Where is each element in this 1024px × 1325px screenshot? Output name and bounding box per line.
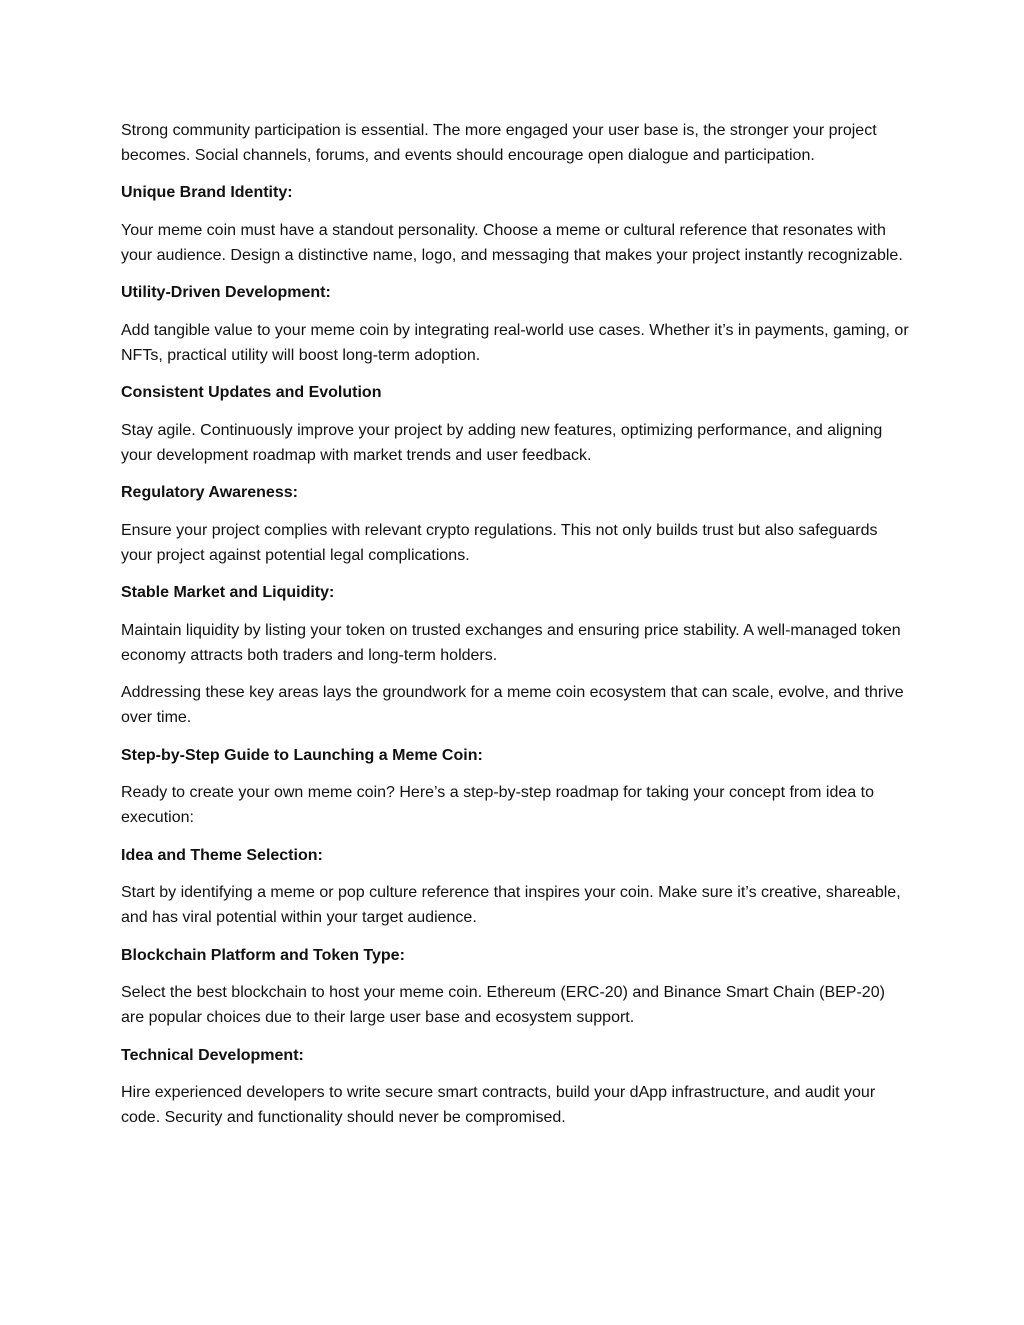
section-heading-utility: Utility-Driven Development: xyxy=(121,284,331,302)
brand-identity-paragraph: Your meme coin must have a standout personality. Choose a meme or cultural reference that resonates with your audience. Design a distinctive name, logo, and messaging that makes your project instantly recognizable. xyxy=(121,221,903,264)
section-heading-updates: Consistent Updates and Evolution xyxy=(121,384,382,402)
section-heading-launch-guide: Step-by-Step Guide to Launching a Meme Coin: xyxy=(121,746,483,764)
section-heading-blockchain: Blockchain Platform and Token Type: xyxy=(121,946,405,964)
regulatory-paragraph: Ensure your project complies with relevant crypto regulations. This not only builds trust but also safeguards your project against potential legal complications. xyxy=(121,521,878,564)
summary-paragraph: Addressing these key areas lays the groundwork for a meme coin ecosystem that can scale, evolve, and thrive over time. xyxy=(121,684,904,727)
blockchain-paragraph: Select the best blockchain to host your meme coin. Ethereum (ERC-20) and Binance Smart Chain (BEP-20) are popular choices due to their large user base and ecosystem support. xyxy=(121,984,885,1027)
intro-paragraph: Strong community participation is essential. The more engaged your user base is, the stronger your project becomes. Social channels, forums, and events should encourage open dialogue and participation. xyxy=(121,122,877,164)
section-heading-idea-theme: Idea and Theme Selection: xyxy=(121,846,323,864)
utility-paragraph: Add tangible value to your meme coin by integrating real-world use cases. Whether it’s in payments, gaming, or NFTs, practical utility will boost long-term adoption. xyxy=(121,321,909,364)
liquidity-paragraph: Maintain liquidity by listing your token on trusted exchanges and ensuring price stability. A well-managed token economy attracts both traders and long-term holders. xyxy=(121,621,901,664)
technical-paragraph: Hire experienced developers to write secure smart contracts, build your dApp infrastructure, and audit your code. Security and functionality should never be compromised. xyxy=(121,1084,876,1127)
section-heading-regulatory: Regulatory Awareness: xyxy=(121,484,298,502)
launch-guide-paragraph: Ready to create your own meme coin? Here’s a step-by-step roadmap for taking your concept from idea to execution: xyxy=(121,784,874,827)
section-heading-liquidity: Stable Market and Liquidity: xyxy=(121,584,335,602)
updates-paragraph: Stay agile. Continuously improve your project by adding new features, optimizing performance, and aligning your development roadmap with market trends and user feedback. xyxy=(121,421,883,464)
section-heading-technical: Technical Development: xyxy=(121,1046,304,1064)
idea-theme-paragraph: Start by identifying a meme or pop culture reference that inspires your coin. Make sure it’s creative, shareable, and has viral potential within your target audience. xyxy=(121,884,901,927)
document-body xyxy=(121,119,911,1144)
section-heading-brand-identity: Unique Brand Identity: xyxy=(121,184,293,202)
